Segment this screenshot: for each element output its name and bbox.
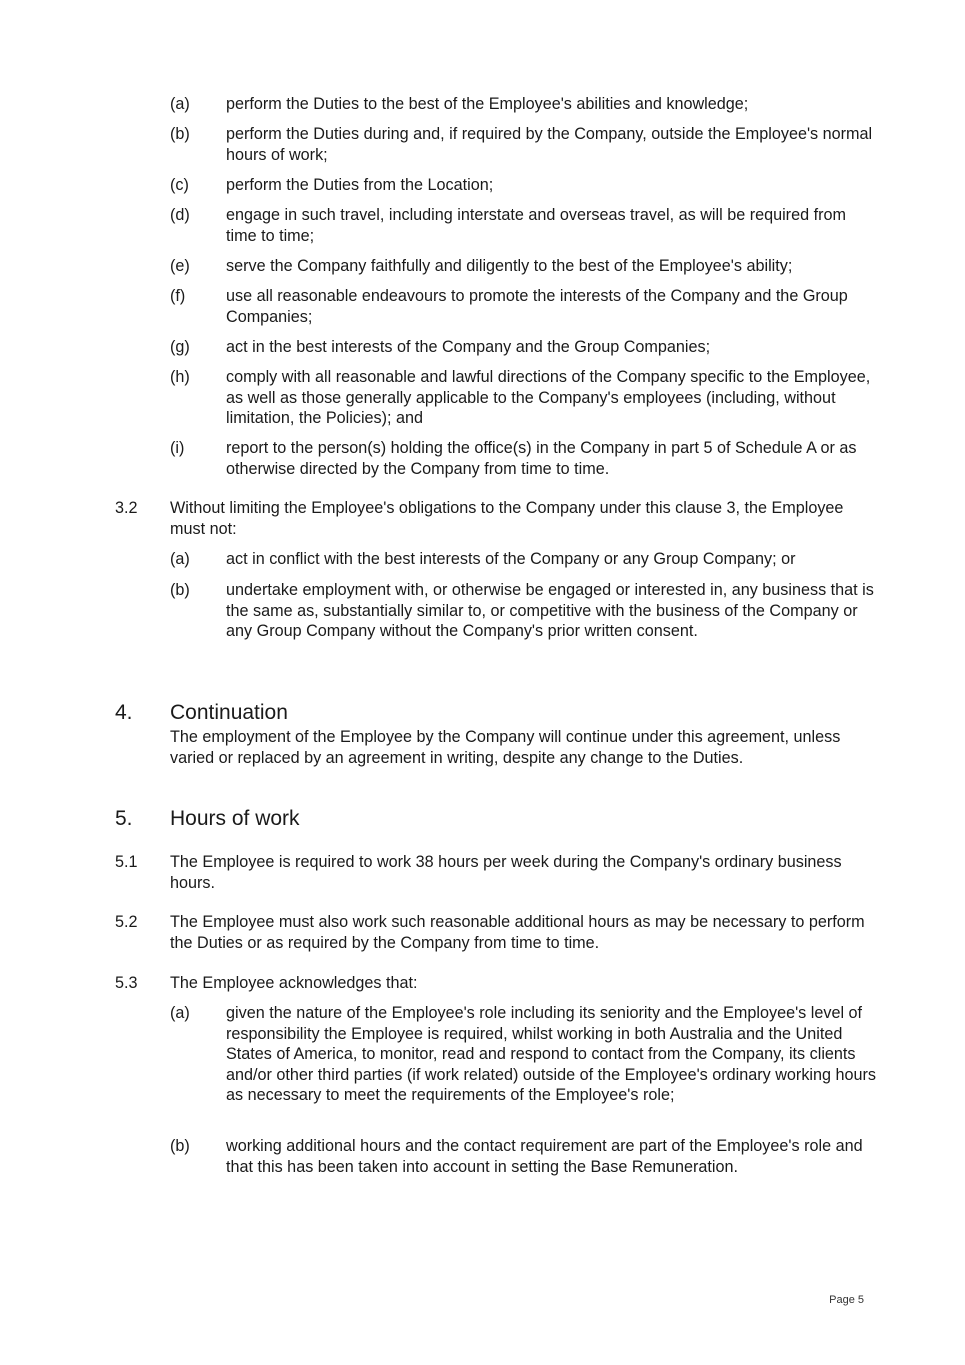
item-text: engage in such travel, including interstate and overseas travel, as will be required from time to time; bbox=[226, 206, 846, 245]
section-number: 5. bbox=[115, 807, 133, 830]
item-label: (b) bbox=[170, 125, 190, 143]
section-title: Hours of work bbox=[170, 807, 300, 830]
clause-number: 5.3 bbox=[115, 974, 138, 992]
clause-text: The Employee acknowledges that: bbox=[170, 974, 418, 992]
item-text: working additional hours and the contact requirement are part of the Employee's role and that this has been taken into account in setting the Base Remuneration. bbox=[226, 1137, 863, 1176]
item-label: (i) bbox=[170, 439, 185, 457]
item-text: given the nature of the Employee's role including its seniority and the Employee's level of responsibility the Employee is required, whilst working in both Australia and the United States of America, to monitor, read and respond to contact from the Company, its clients and/or other third parties (if work related) outside of the Employee's ordinary working hours as necessary to meet the requirements of the Employee's role; bbox=[226, 1004, 877, 1104]
item-label: (b) bbox=[170, 581, 190, 599]
item-label: (c) bbox=[170, 176, 189, 194]
section-number: 4. bbox=[115, 701, 133, 724]
section-4-text: The employment of the Employee by the Company will continue under this agreement, unless varied or replaced by an agreement in writing, despite any change to the Duties. bbox=[170, 728, 841, 767]
item-text: perform the Duties during and, if required by the Company, outside the Employee's normal hours of work; bbox=[226, 125, 873, 164]
item-label: (a) bbox=[170, 550, 190, 568]
item-label: (a) bbox=[170, 95, 190, 113]
item-label: (a) bbox=[170, 1004, 190, 1022]
item-text: act in the best interests of the Company and the Group Companies; bbox=[226, 338, 711, 356]
item-text: act in conflict with the best interests of the Company or any Group Company; or bbox=[226, 550, 796, 568]
clause-text: Without limiting the Employee's obligations to the Company under this clause 3, the Employee must not: bbox=[170, 499, 844, 538]
clause-text: The Employee is required to work 38 hours per week during the Company's ordinary business hours. bbox=[170, 853, 842, 892]
clause-number: 3.2 bbox=[115, 499, 138, 517]
page-number: Page 5 bbox=[829, 1294, 864, 1306]
item-text: use all reasonable endeavours to promote the interests of the Company and the Group Companies; bbox=[226, 287, 848, 326]
clause-number: 5.1 bbox=[115, 853, 138, 871]
item-text: comply with all reasonable and lawful directions of the Company specific to the Employee, as well as those generally applicable to the Company's employees (including, without limitation, the Policies); and bbox=[226, 368, 871, 427]
item-text: undertake employment with, or otherwise be engaged or interested in, any business that is the same as, substantially similar to, or competitive with the business of the Company or any Group Company without the Company's prior written consent. bbox=[226, 581, 874, 640]
item-text: serve the Company faithfully and diligently to the best of the Employee's ability; bbox=[226, 257, 793, 275]
item-label: (f) bbox=[170, 287, 186, 305]
item-text: perform the Duties from the Location; bbox=[226, 176, 494, 194]
item-text: perform the Duties to the best of the Employee's abilities and knowledge; bbox=[226, 95, 749, 113]
item-text: report to the person(s) holding the office(s) in the Company in part 5 of Schedule A or as otherwise directed by the Company from time to time. bbox=[226, 439, 857, 478]
item-label: (b) bbox=[170, 1137, 190, 1155]
section-title: Continuation bbox=[170, 701, 288, 724]
item-label: (g) bbox=[170, 338, 190, 356]
clause-text: The Employee must also work such reasonable additional hours as may be necessary to perform the Duties or as required by the Company from time to time. bbox=[170, 913, 865, 952]
item-label: (d) bbox=[170, 206, 190, 224]
item-label: (h) bbox=[170, 368, 190, 386]
clause-number: 5.2 bbox=[115, 913, 138, 931]
item-label: (e) bbox=[170, 257, 190, 275]
